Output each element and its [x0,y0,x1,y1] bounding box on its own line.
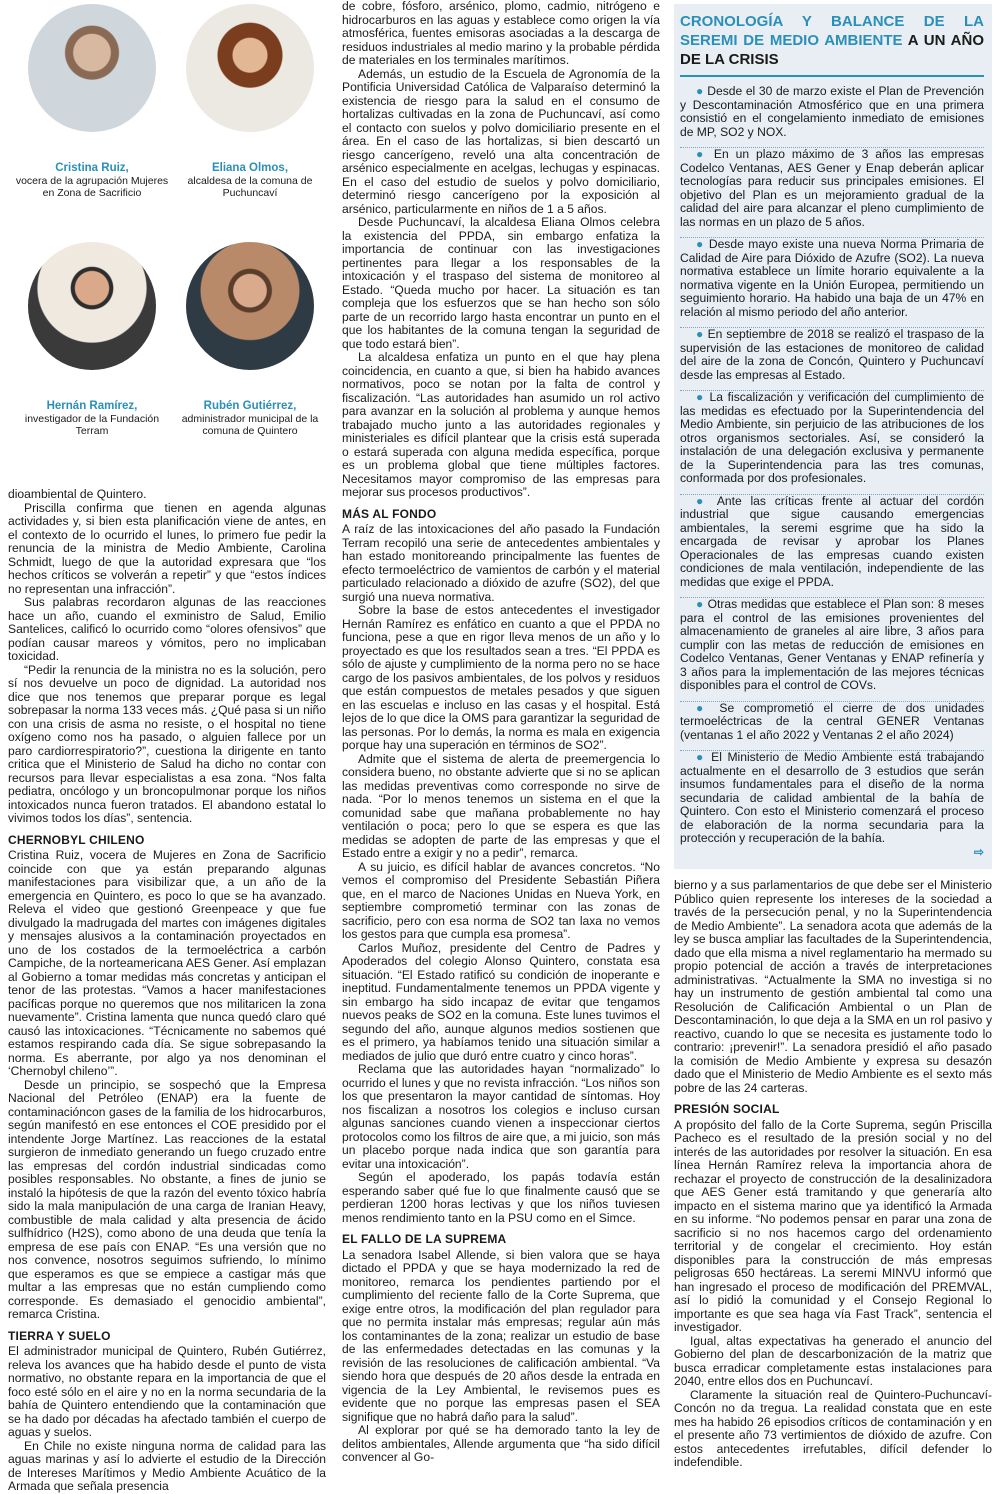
portrait-role: administrador municipal de la comuna de Quintero [181,413,319,437]
section-heading: PRESIÓN SOCIAL [674,1102,780,1116]
sidebar-bullet: ● En un plazo máximo de 3 años las empresas Codelco Ventanas, AES Gener y Enap deberán aplicar tecnologías para reducir sus principales emisiones. El objetivo del Plan es un mejoramiento gradual de la calidad del aire para alcanzar el pleno cumplimiento de las normas en un plazo de 5 años. [680,148,984,238]
sidebar-title-blue: CRONOLOGÍA Y BALANCE DE LA SEREMI DE MEDIO AMBIENTE [680,13,984,49]
portrait-role: investigador de la Fundación Terram [24,413,160,437]
portrait-grid [8,0,326,488]
sidebar-title [680,12,984,69]
bullet-dot-icon: ● [696,84,704,98]
article-paragraph: Reclama que las autoridades hayan “normalizado” lo ocurrido el lunes y que no revista infracción. “Los niños son los que presentaron la mayor cantidad de síntomas. Hoy nos fiscalizan a nosotros los colegios e incluso cursan algunas sanciones cuando vienen a inspeccionar ciertos protocolos como los filtros de aire que, a mi juicio, son más un placebo porque nada indica que son garantía para evitar una intoxicación”. [342,1062,660,1171]
article-paragraph: Igual, altas expectativas ha generado el anuncio del Gobierno del plan de descarbonización de la matriz que busca erradicar completamente estas instalaciones para 2040, entre ellos dos en Puchuncaví. [674,1333,992,1388]
column-right [674,0,992,1470]
article-paragraph: Sus palabras recordaron algunas de las reacciones hace un año, cuando el exministro de Salud, Emilio Santelices, calificó lo ocurrido como “olores ofensivos” que podían causar mareos y vómitos, pero no implicaban toxicidad. [8,595,326,663]
article-paragraph: El administrador municipal de Quintero, Rubén Gutiérrez, releva los avances que ha habido desde el punto de vista normativo, no obstante repara en la importancia de que el foco esté sólo en el aire y no en la norma secundaria de la bahía de Quintero entendiendo que la contaminación que se ha dado por décadas ha afectado también el cuerpo de aguas y suelos. [8,1344,326,1439]
sidebar-bullet: ● Se comprometió el cierre de dos unidades termoeléctricas de la central GENER Ventanas (ventanas 1 el año 2022 y Ventanas 2 el año 2024) [680,702,984,752]
portrait-photo-ruben-gutierrez [186,242,314,370]
article-paragraph: La alcaldesa enfatiza un punto en el que hay plena coincidencia, en cuanto a que, si bien ha habido avances normativos, poco se notan por la falta de control y fiscalización. “Las autoridades han asumido un rol activo para avanzar en la solución al problema y aunque hemos trabajado mucho junto a las autoridades regionales y ministeriales es difícil plantear que la crisis está superada o estará superada con alguna medida específica, porque es un problema global que tiene múltiples factores. Necesitamos mayor compromiso de las empresas para mejorar sus procesos productivos”. [342,350,660,499]
article-paragraph: Carlos Muñoz, presidente del Centro de Padres y Apoderados del colegio Alonso Quintero, constata esa situación. “El Estado ratificó su condición de inoperante e ineptitud. Fundamentalmente tenemos un PPDA vigente y sin embargo ha sido incapaz de evitar que tengamos nuevos peaks de SO2 en la comuna. Este lunes tuvimos el segundo del año, aunque algunos medios sostienen que es el primero, ya habíamos tenido una situación similar a mediados de julio que duró entre cuatro y cinco horas”. [342,940,660,1063]
bullet-dot-icon: ● [696,700,710,715]
article-paragraph: Desde Puchuncaví, la alcaldesa Eliana Olmos celebra la existencia del PPDA, sin embargo enfatiza la importancia de continuar con las investigaciones pertinentes para llegar a los responsables de la intoxicación y el traspaso del sistema de monitoreo al Estado. “Queda mucho por hacer. La situación es tan compleja que los esfuerzos que se han hecho son sólo parte de un recorrido largo hasta encontrar un punto en el que los habitantes de la comuna tengan la seguridad de que todo estará bien”. [342,215,660,351]
bullet-dot-icon: ● [696,237,705,251]
bullet-dot-icon: ● [696,597,704,611]
article-paragraph: A su juicio, es difícil hablar de avances concretos. “No vemos el compromiso del Presidente Sebastián Piñera que, en el marco de Naciones Unidas en Nueva York, en septiembre comprometió terminar con las zonas de sacrificio, pero con esa norma de SO2 tan laxa no vemos los gestos para que cumpla esa promesa”. [342,859,660,941]
article-paragraph: Sobre la base de estos antecedentes el investigador Hernán Ramírez es enfático en cuanto a que el PPDA no funciona, pese a que en rigor lleva menos de un año y lo proyectado es que los resultados sean a tres. “El PPDA es sólo de ajuste y cumplimiento de la norma pero no se hace cargo de los pasivos ambientales, de los polvos y residuos que están compuestos de metales pesados y que siguen en las escuelas e incluso en las casas y el hospital. Está lejos de lo que dice la OMS para garantizar la seguridad de las personas. Por lo demás, la norma es mala en exigencia porque hay una superación en términos de SO2”. [342,603,660,752]
article-paragraph: Cristina Ruiz, vocera de Mujeres en Zona de Sacrificio coincide con que ya están preparando algunas manifestaciones para visibilizar que, a un año de la emergencia en Quintero, es poco lo que se ha avanzado. Releva el video que gestionó Greenpeace y que fue divulgado la madrugada del martes con imágenes digitales y mensajes alusivos a la contaminación proyectados en uno de los costados de la termoeléctrica a carbón Campiche, de la norteamericana AES Gener. Así emplazan al Gobierno a tomar medidas más concretas y anticipan el tenor de las protestas. “Vamos a hacer manifestaciones pacíficas porque no queremos que nos militaricen la zona nuevamente”. Cristina lamenta que nunca quedó claro qué causó las intoxicaciones. “Técnicamente no sabemos qué estamos respirando cada día. Se sigue sobrepasando la norma. Es aberrante, por algo ya nos denominan el ‘Chernobyl chileno’”. [8,848,326,1078]
bullet-dot-icon: ● [696,327,704,341]
section-heading: MÁS AL FONDO [342,506,437,521]
portrait-card-hernan-ramirez [12,242,172,437]
sidebar-bullet: ● Desde el 30 de marzo existe el Plan de Prevención y Descontaminación Atmosférico que en una primera consistió en el congelamiento inmediato de emisiones de MP, SO2 y NOX. [680,85,984,148]
bullet-dot-icon: ● [696,390,705,404]
portrait-photo-eliana-olmos [186,4,314,132]
bullet-dot-icon: ● [696,147,707,161]
article-paragraph: Priscilla confirma que tienen en agenda algunas actividades y, si bien esta planificación viene de antes, en el contexto de lo ocurrido el lunes, lo primero fue pedir la renuncia de la ministra de Medio Ambiente, Carolina Schmidt, luego de que la autoridad expresara que “los hechos críticos se volverán a repetir” y que “estos índices no representan una infracción”. [8,500,326,596]
portrait-photo-hernan-ramirez [28,242,156,370]
chronology-sidebar-box [674,4,992,869]
portrait-card-cristina-ruiz [12,4,172,199]
portrait-card-ruben-gutierrez [170,242,330,437]
sidebar-bullet: ● Ante las críticas frente al actuar del cordón industrial que sigue causando emergencias ambientales, la seremi esgrime que ha sido la encargada de revisar y aprobar los Planes Operacionales de las empresas cuando existen condiciones de mala ventilación, independiente de las medidas que exige el PPDA. [680,495,984,599]
portrait-name: Hernán Ramírez, [46,400,138,412]
article-paragraph: Al explorar por qué se ha demorado tanto la ley de delitos ambientales, Allende argumenta que “ha sido difícil convencer al Go- [342,1423,660,1464]
continue-arrow-icon: ⇨ [973,844,984,859]
article-paragraph: “Pedir la renuncia de la ministra no es la solución, pero sí nos devuelve un poco de dignidad. La autoridad nos dice que nos tenemos que preparar porque es legal sobrepasar la norma 133 veces más. ¿Qué pasa si un niño con una crisis de asma no resiste, o el hospital no tiene oxígeno como nos ha pasado, o alguien fallece por un paro cardiorrespiratorio?”, cuestiona la dirigente en tanto critica que el Ministerio de Salud ha dicho no contar con recursos para llevar especialistas a esa zona. “Nos falta pediatra, oncólogo y un broncopulmonar porque los niños intoxicados nunca fueron tratados. El abandono estatal lo vivimos todos los días”, sentencia. [8,662,326,825]
sidebar-bullet: ● Otras medidas que establece el Plan son: 8 meses para el control de las emisiones provenientes del almacenamiento de graneles al aire libre, 3 años para cumplir con las metas de reducción de emisiones en Codelco Ventanas, Gener Ventanas y ENAP refinería y 3 años para la implementación de las mejores técnicas disponibles para el control de COVs. [680,598,984,702]
section-heading: CHERNOBYL CHILENO [8,832,145,847]
portrait-card-eliana-olmos [170,4,330,199]
article-paragraph: Según el apoderado, los papás todavía están esperando saber qué fue lo que finalmente causó que se perdieran 1200 horas lectivas y que los niños tuviesen menos rendimiento tanto en la PSU como en el Simce. [342,1170,660,1225]
article-paragraph: Además, un estudio de la Escuela de Agronomía de la Pontificia Universidad Católica de Valparaíso determinó la existencia de riesgo para la salud en el consumo de hortalizas cultivadas en la zona de Puchuncaví, así como el contacto con suelos y polvo domiciliario presente en el área. En el caso de las hortalizas, si bien descartó un riesgo cancerígeno, reveló una alta concentración de arsénico especialmente en acelgas, lechugas y espinacas. En el caso del estudio de suelos y polvo domiciliario, determinó riesgo cancerígeno por la exposición al arsénico, particularmente en niños de 1 a 5 años. [342,66,660,216]
article-paragraph: dioambiental de Quintero. [8,487,147,501]
article-paragraph: A raíz de las intoxicaciones del año pasado la Fundación Terram recopiló una serie de antecedentes ambientales y han estado monitoreando principalmente las fuentes de efecto termoeléctrico de vamientos de carbón y el material particulado relacionado a dióxido de azufre (SO2), del que surgió una nueva normativa. [342,522,660,604]
article-paragraph: En Chile no existe ninguna norma de calidad para las aguas marinas y así lo advierte el estudio de la Dirección de Intereses Marítimos y Medio Ambiente Acuático de la Armada que señala presencia [8,1438,326,1493]
portrait-role: vocera de la agrupación Mujeres en Zona de Sacrificio [15,175,169,199]
column-middle [342,0,660,1465]
portrait-name: Cristina Ruiz, [55,162,129,174]
article-paragraph: Desde un principio, se sospechó que la Empresa Nacional del Petróleo (ENAP) era la fuente de contaminacióncon gases de la familia de los hidrocarburos, según manifestó en ese entonces el COE presidido por el intendente Jorge Martínez. Las reacciones de la estatal surgieron de inmediato generando un fuego cruzado entre las empresas del cordón industrial sindicadas como posibles responsables. No obstante, a fines de junio se instaló la hipótesis de que la razón del evento tóxico habría sido la mala manipulación de una carga de Iranian Heavy, combustible de mala calidad y alta presencia de ácido sulfhídrico (H2S), como abono de una deuda que tenía la empresa de ese país con ENAP. “Es una versión que no nos convence, nosotros seguimos sufriendo, lo mínimo que esperamos es que se empiece a castigar más que multar a las empresas que no están cumpliendo como corresponde. Es demasiado el genocidio ambiental”, remarca Cristina. [8,1077,326,1321]
sidebar-bullet: ● La fiscalización y verificación del cumplimiento de las medidas es efectuado por la Superintendencia del Medio Ambiente, sin perjuicio de las atribuciones de los otros organismos sectoriales. Así, se consideró la instalación de una delegación exclusiva y permanente de la Superintendencia para las tres comunas, conformada por dos profesionales. [680,391,984,495]
portrait-role: alcaldesa de la comuna de Puchuncaví [187,175,313,199]
sidebar-bullet: ● Desde mayo existe una nueva Norma Primaria de Calidad de Aire para Dióxido de Azufre (SO2). La nueva normativa establece un límite horario equivalente a la normativa vigente en la Unión Europea, permitiendo un seguimiento horario. Ha habido una baja de un 47% en relación al mismo periodo del año anterior. [680,238,984,328]
article-paragraph: de cobre, fósforo, arsénico, plomo, cadmio, nitrógeno e hidrocarburos en las aguas y establece como origen la vía atmosférica, fuentes emisoras asociadas a la descarga de residuos industriales al medio marino y la probable pérdida de materiales en los terminales marítimos. [342,0,660,67]
article-paragraph: Claramente la situación real de Quintero-Puchuncaví-Concón no da tregua. La realidad constata que en este mes ha habido 26 episodios críticos de contaminación y en el presente año 73 vertimientos de dióxido de azufre. Con estos antecedentes irrefutables, difícil defender lo indefendible. [674,1387,992,1469]
portrait-name: Rubén Gutiérrez, [203,400,297,412]
sidebar-bullet: ● El Ministerio de Medio Ambiente está trabajando actualmente en el desarrollo de 3 estudios que serán insumos fundamentales para el diseño de la norma secundaria de calidad ambiental de la bahía de Quintero. Con esto el Ministerio comenzará el proceso de elaboración de la norma secundaria para la protección y recuperación de la bahía. [680,750,984,845]
bullet-dot-icon: ● [696,750,706,764]
section-heading: TIERRA Y SUELO [8,1328,111,1343]
sidebar-bullet: ● En septiembre de 2018 se realizó el traspaso de la supervisión de las estaciones de monitoreo de calidad del aire de la zona de Concón, Quintero y Puchuncaví desde las empresas al Estado. [680,328,984,391]
article-paragraph: Admite que el sistema de alerta de preemergencia lo considera bueno, no obstante advierte que si no se aplican las medidas preventivas como corresponde no sirve de nada. “Por lo menos tenemos un sistema en el que la comunidad sabe que mañana probablemente no hay ventilación o poca; pero lo que se espera es que las medidas se adopten de parte de las empresas y que el Estado entre a exigir y no a pedir”, remarca. [342,751,660,860]
section-heading: EL FALLO DE LA SUPREMA [342,1232,507,1246]
article-paragraph: A propósito del fallo de la Corte Suprema, según Priscilla Pacheco es el resultado de la presión social y no del interés de las autoridades por resolver la situación. En esa línea Hernán Ramírez releva la importancia ahora de rechazar el proyecto de construcción de la desalinizadora que AES Gener está tramitando y que generaría alto impacto en el sistema marino que ya identificó la Armada en su informe. “No podemos pensar en parar una zona de sacrificio si no nos hacemos cargo del ordenamiento territorial y de congelar el crecimiento. Hoy están disponibles para la construcción de más empresas peligrosas 650 hectáreas. La seremi MINVU informó que han ingresado el proceso de modificación del PREMVAL, así lo pidió la comunidad y el Consejo Regional lo importante es que sea haga vía Fast Track”, sentencia el investigador. [674,1117,992,1334]
article-paragraph: La senadora Isabel Allende, si bien valora que se haya dictado el PPDA y que se haya modernizado la red de monitoreo, remarca los pendientes partiendo por el cumplimiento del reciente fallo de la Corte Suprema, que exige entre otros, la modificación del plan regulador para que no permita instalar más empresas; regular aún más los contaminantes de la zona; realizar un estudio de base de las enfermedades detectadas en las comunas y la revisión de las resoluciones de calificación ambiental. “Va siendo hora que después de 20 años desde la entrada en vigencia de la Ley Ambiental, le revisemos pues es evidente que no porque las empresas pasen el SEA signifique que no habrá daño para la salud”. [342,1247,660,1424]
portrait-photo-cristina-ruiz [28,4,156,132]
sidebar-divider [680,75,984,77]
bullet-dot-icon: ● [696,493,709,508]
article-paragraph: bierno y a sus parlamentarios de que debe ser el Ministerio Público quien represente los intereses de la sociedad a través de la persecución penal, y no la Superintendencia de Medio Ambiente”. La senadora acota que además de la ley se busca ampliar las facultades de la Superintendencia, dado que ella misma a nivel reglamentario ha mermado su propio potencial de acción a través de interpretaciones administrativas. “Actualmente la SMA no investiga si no hay un instrumento de gestión ambiental tal como una Resolución de Calificación Ambiental o un Plan de Descontaminación, lo que deja a la SMA en un rol pasivo y reactivo, cuando lo que se necesita es justamente todo lo contrario: ¡prevenir!”. La senadora presidió el año pasado la comisión de Medio Ambiente y expresa su desazón dado que el Ministerio de Medio Ambiente es el sexto más pobre de las 24 carteras. [674,878,992,1095]
column-left [8,0,326,1494]
sidebar-title-dark: A UN AÑO DE LA CRISIS [680,32,984,68]
portrait-name: Eliana Olmos, [211,162,289,174]
